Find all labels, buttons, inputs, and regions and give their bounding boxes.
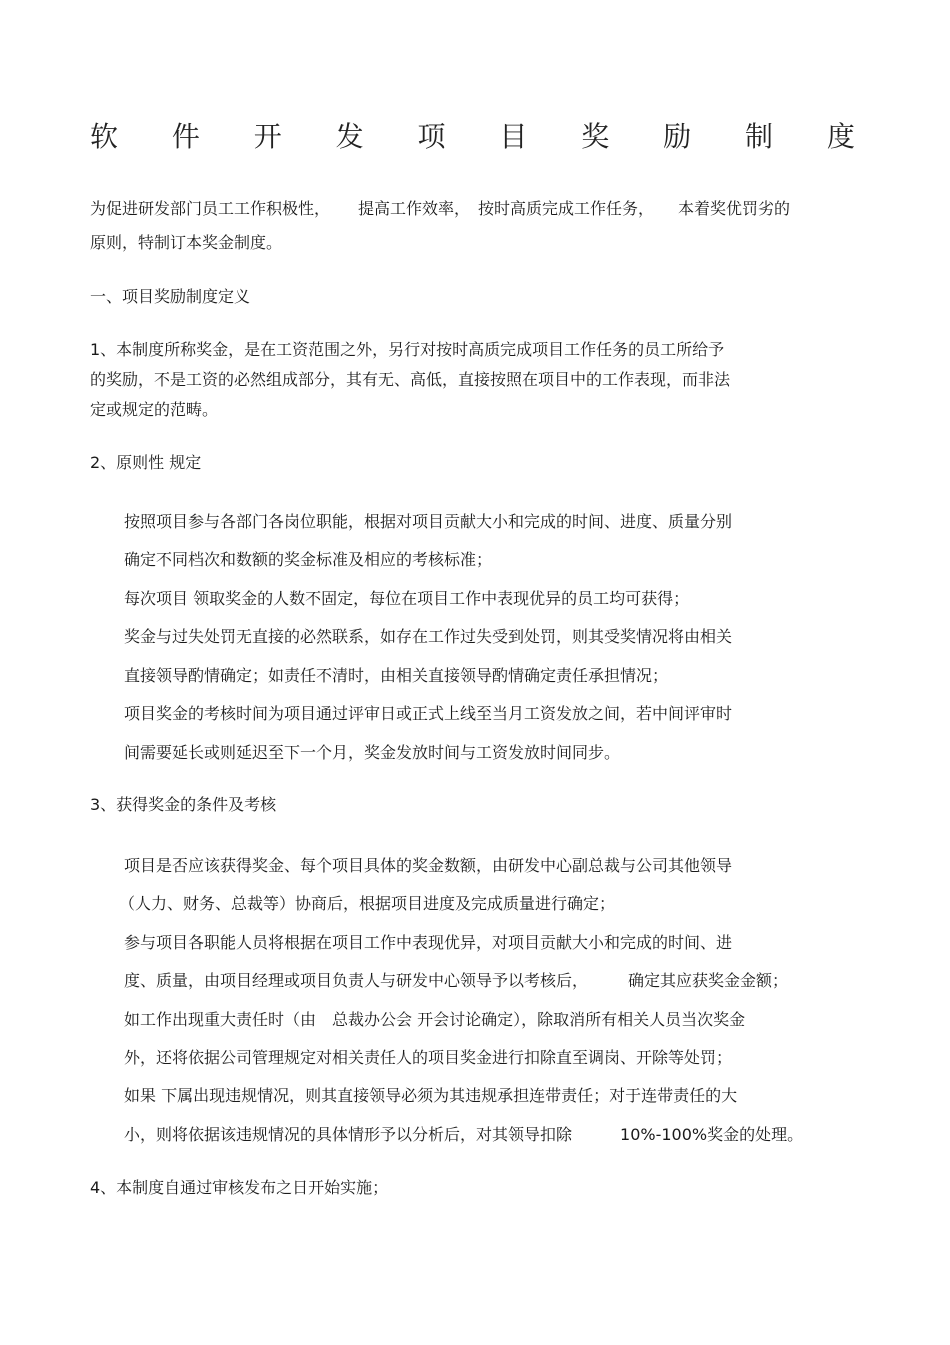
title-char: 项 — [417, 120, 446, 153]
item3-line-2: （人力、财务、总裁等）协商后，根据项目进度及完成质量进行确定； — [119, 894, 616, 913]
intro-line-2: 原则，特制订本奖金制度。 — [90, 233, 283, 252]
item2-line: 每次项目 领取奖金的人数不固定，每位在项目工作中表现优异的员工均可获得； — [124, 589, 690, 608]
item3-segment: 总裁办公会 开会讨论确定），除取消所有相关人员当次奖金 — [332, 1010, 746, 1029]
item2-line: 按照项目参与各部门各岗位职能，根据对项目贡献大小和完成的时间、进度、质量分别 — [124, 512, 733, 531]
item2-line: 确定不同档次和数额的奖金标准及相应的考核标准； — [124, 550, 493, 569]
title-char: 奖 — [581, 120, 610, 153]
item3-line-6: 外，还将依据公司管理规定对相关责任人的项目奖金进行扣除直至调岗、开除等处罚； — [124, 1048, 733, 1067]
item2-heading: 2、原则性 规定 — [90, 453, 202, 472]
item2-line: 直接领导酌情确定；如责任不清时，由相关直接领导酌情确定责任承担情况； — [124, 666, 669, 685]
title-char: 制 — [745, 120, 774, 153]
intro-line-1 — [90, 199, 790, 219]
title-char: 目 — [499, 120, 528, 153]
title-char: 件 — [171, 120, 200, 153]
intro-segment: 为促进研发部门员工工作积极性， — [90, 199, 331, 218]
item3-line-7: 如果 下属出现违规情况，则其直接领导必须为其违规承担连带责任；对于连带责任的大 — [124, 1086, 738, 1105]
item2-line: 项目奖金的考核时间为项目通过评审日或正式上线至当月工资发放之间，若中间评审时 — [124, 704, 733, 723]
title-char: 软 — [90, 120, 119, 153]
document-title — [90, 113, 855, 157]
intro-segment: 本着奖优罚劣的 — [678, 199, 791, 218]
intro-segment: 按时高质完成工作任务， — [478, 199, 655, 218]
section-heading: 一、项目奖励制度定义 — [90, 287, 251, 306]
title-char: 度 — [826, 120, 855, 153]
item3-line-1: 项目是否应该获得奖金、每个项目具体的奖金数额，由研发中心副总裁与公司其他领导 — [124, 856, 733, 875]
item2-line: 奖金与过失处罚无直接的必然联系，如存在工作过失受到处罚，则其受奖情况将由相关 — [124, 627, 733, 646]
item3-segment: 度、质量，由项目经理或项目负责人与研发中心领导予以考核后， — [124, 971, 589, 990]
title-char: 发 — [335, 120, 364, 153]
item3-segment: 如工作出现重大责任时（由 — [124, 1010, 317, 1029]
item1-line-2: 的奖励，不是工资的必然组成部分，其有无、高低，直接按照在项目中的工作表现，而非法 — [90, 370, 731, 389]
item3-line-8 — [124, 1125, 803, 1145]
item3-segment: 确定其应获奖金金额； — [628, 971, 789, 990]
title-char: 开 — [253, 120, 282, 153]
item3-heading: 3、获得奖金的条件及考核 — [90, 795, 277, 814]
item3-line-5 — [124, 1010, 745, 1030]
item3-segment: 小，则将依据该违规情况的具体情形予以分析后，对其领导扣除 — [124, 1125, 573, 1144]
intro-segment: 提高工作效率， — [358, 199, 471, 218]
title-char: 励 — [663, 120, 692, 153]
item4-line-1: 4、本制度自通过审核发布之日开始实施； — [90, 1178, 389, 1197]
item3-segment: 10%-100%奖金的处理。 — [620, 1125, 804, 1144]
item3-line-3: 参与项目各职能人员将根据在项目工作中表现优异，对项目贡献大小和完成的时间、进 — [124, 933, 733, 952]
item1-line-3: 定或规定的范畴。 — [90, 400, 219, 419]
item2-line: 间需要延长或则延迟至下一个月，奖金发放时间与工资发放时间同步。 — [124, 743, 621, 762]
item3-line-4 — [124, 971, 788, 991]
item1-line-1: 1、本制度所称奖金，是在工资范围之外，另行对按时高质完成项目工作任务的员工所给予 — [90, 340, 725, 359]
